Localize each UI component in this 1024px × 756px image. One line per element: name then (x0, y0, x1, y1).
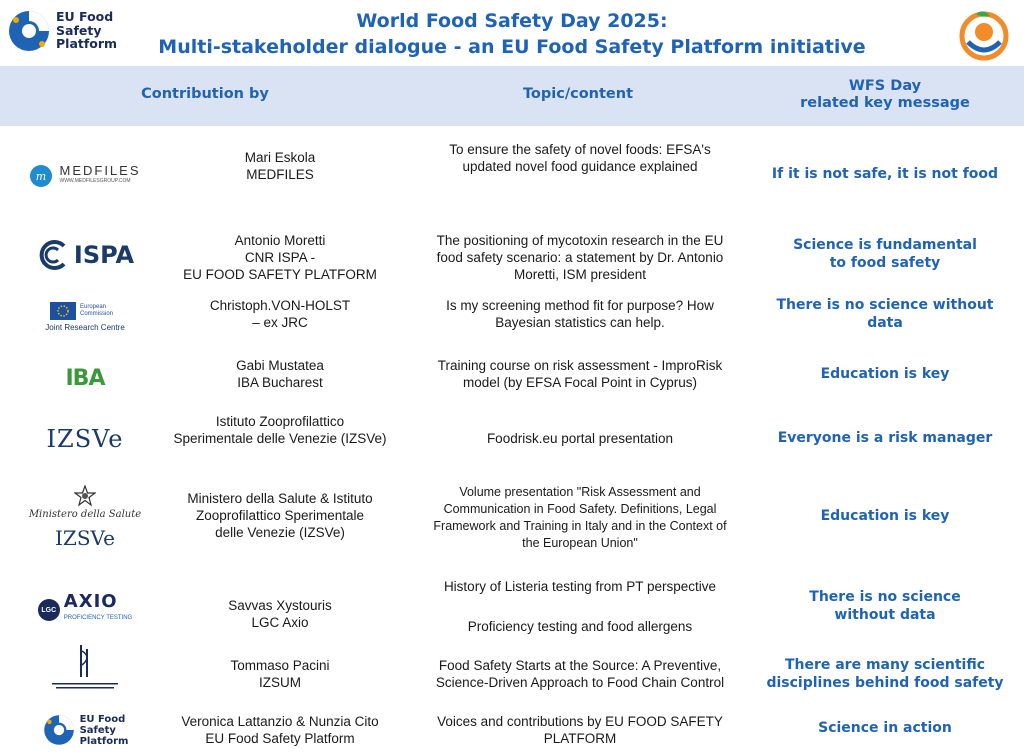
topic-line: PLATFORM (543, 731, 617, 746)
message-line: without data (834, 607, 936, 623)
column-header-topic: Topic/content (522, 86, 634, 102)
svg-text:m: m (36, 170, 47, 183)
key-message (760, 162, 1010, 186)
eufsp-logo (20, 708, 150, 752)
page-title: World Food Safety Day 2025: (356, 10, 668, 32)
topic-line: Volume presentation "Risk Assessment and (459, 485, 701, 499)
page-subtitle: Multi-stakeholder dialogue - an EU Food Safety Platform initiative (158, 36, 866, 58)
table-row (0, 468, 1024, 568)
topic-line: Science-Driven Approach to Food Chain Control (435, 675, 725, 690)
contributor-line: – ex JRC (252, 315, 308, 330)
logo-name: MEDFILES (59, 163, 141, 178)
logo-text-line: EU Food (79, 713, 126, 725)
topic-line: the European Union" (522, 536, 638, 550)
topic-line: Framework and Training in Italy and in the Context of (433, 519, 727, 533)
header-line: related key message (800, 95, 970, 111)
contributor (160, 296, 400, 332)
contributor-line: MEDFILES (246, 167, 314, 182)
contributor (160, 712, 400, 748)
message-line: If it is not safe, it is not food (771, 166, 999, 182)
contributor (160, 488, 400, 542)
column-header-contribution: Contribution by (141, 86, 269, 102)
logo-text-line: EU Food (56, 9, 114, 24)
message-line: There is no science (809, 589, 961, 605)
contributor-line: Veronica Lattanzio & Nunzia Cito (181, 714, 379, 729)
message-line: to food safety (829, 255, 941, 271)
contributor-line: Mari Eskola (244, 150, 316, 165)
message-line: There are many scientific (784, 657, 986, 673)
key-message (760, 234, 1010, 274)
topic-line: Bayesian statistics can help. (495, 315, 665, 330)
logo-text-line: Safety (56, 22, 102, 38)
table-row (0, 642, 1024, 704)
topic-line: food safety scenario: a statement by Dr. Antonio (436, 249, 724, 265)
topic (415, 428, 745, 448)
medfiles-mark-icon (29, 164, 53, 188)
topic-line: model (by EFSA Focal Point in Cyprus) (462, 375, 698, 390)
orange-hand-icon (954, 6, 1014, 62)
table-row (0, 408, 1024, 468)
message-line: Science is fundamental (793, 237, 977, 253)
contributor (160, 356, 400, 392)
contributor-line: Savvas Xystouris (228, 598, 332, 613)
logo-name: IBA (65, 365, 105, 391)
topic-line: Training course on risk assessment - ImproRisk (437, 358, 723, 373)
logo-subtext: Joint Research Centre (45, 323, 125, 332)
table-row (0, 568, 1024, 642)
logo-text-line: Platform (79, 735, 129, 747)
ministero-logo (20, 472, 150, 562)
topic-line: Voices and contributions by EU FOOD SAFETY (437, 714, 723, 729)
eu-flag-icon (50, 302, 76, 320)
message-line: Everyone is a risk manager (777, 430, 993, 446)
logo-subtext: PROFICIENCY TESTING (63, 615, 133, 621)
globe-hands-icon (42, 713, 76, 747)
key-message (760, 297, 1010, 331)
table-row (0, 704, 1024, 756)
header-line: WFS Day (848, 78, 922, 94)
contributor-line: Istituto Zooprofilattico (215, 414, 345, 429)
topic-line: History of Listeria testing from PT perspective (443, 579, 717, 594)
jrc-logo (20, 296, 150, 338)
contributor-line: LGC Axio (251, 615, 309, 630)
key-message (760, 426, 1010, 450)
topic (415, 296, 745, 332)
contributor-line: IBA Bucharest (237, 375, 323, 390)
key-message (760, 654, 1010, 694)
topic-line: Communication in Food Safety. Definitions, Legal (443, 502, 717, 516)
topic (415, 138, 745, 178)
logo-text-line: Safety (79, 724, 116, 736)
izsum-logo (20, 642, 150, 694)
key-message (760, 716, 1010, 740)
logo-url: WWW.MEDFILESGROUP.COM (59, 178, 131, 184)
topic-line: updated novel food guidance explained (462, 159, 698, 174)
ispa-logo (20, 232, 150, 278)
axio-logo (20, 590, 150, 630)
contributor (160, 412, 400, 448)
message-line: Education is key (820, 508, 950, 524)
contributor-line: Sperimentale delle Venezie (IZSVe) (173, 431, 387, 446)
contributor-line: Gabi Mustatea (236, 358, 324, 373)
topic (415, 230, 745, 284)
message-line: There is no science without data (776, 297, 994, 331)
table-row (0, 126, 1024, 226)
key-message (760, 586, 1010, 626)
table-row (0, 292, 1024, 342)
table-row (0, 342, 1024, 408)
topic-line: Food Safety Starts at the Source: A Preventive, (438, 658, 722, 673)
logo-text-line: Platform (56, 36, 118, 51)
topic-line: Proficiency testing and food allergens (467, 619, 693, 634)
logo-name: European Commission (80, 304, 114, 317)
logo-name: IZSVe (46, 425, 124, 453)
logo-name: AXIO (63, 591, 118, 612)
contributor-line: Christoph.VON-HOLST (209, 298, 351, 313)
logo-name: ISPA (73, 241, 135, 269)
topic-line: The positioning of mycotoxin research in the EU (436, 232, 724, 248)
logo-prefix: LGC (38, 599, 60, 621)
topic (415, 656, 745, 692)
contributor-line: delle Venezie (IZSVe) (215, 524, 345, 540)
table-row (0, 226, 1024, 292)
world-food-safety-day-logo (954, 6, 1014, 62)
contributor-line: EU Food Safety Platform (205, 731, 355, 746)
contributor-line: IZSUM (259, 675, 301, 690)
contributor (160, 146, 400, 186)
contributor-line: EU FOOD SAFETY PLATFORM (183, 266, 377, 282)
italian-emblem-icon (74, 485, 96, 507)
logo-name-2: IZSVe (55, 525, 115, 550)
column-header-message (770, 78, 1000, 112)
message-line: disciplines behind food safety (766, 675, 1004, 691)
topic (415, 356, 745, 392)
contributor (160, 230, 400, 284)
medfiles-logo (20, 154, 150, 198)
topic-line: Foodrisk.eu portal presentation (486, 430, 674, 446)
izsve-logo (20, 416, 150, 462)
iba-logo (20, 358, 150, 398)
logo-name: Ministero della Salute (28, 508, 142, 520)
izsum-mark-icon (50, 643, 120, 693)
message-line: Education is key (820, 366, 950, 382)
contributor (160, 656, 400, 692)
contributor-line: Antonio Moretti (234, 232, 326, 248)
contributor (160, 596, 400, 632)
topic-line: Moretti, ISM president (513, 266, 647, 282)
contributor-line: Ministero della Salute & Istituto (187, 490, 373, 506)
table-header (0, 66, 1024, 126)
topic-line: To ensure the safety of novel foods: EFSA's (449, 142, 711, 157)
ispa-mark-icon (36, 240, 70, 270)
key-message (760, 504, 1010, 528)
contributor-line: Tommaso Pacini (230, 658, 330, 673)
contributor-line: CNR ISPA - (244, 249, 316, 265)
topic (415, 482, 745, 554)
contributor-line: Zooprofilattico Sperimentale (195, 507, 365, 523)
topic (415, 712, 745, 748)
topic-line: Is my screening method fit for purpose? How (446, 298, 714, 313)
key-message (760, 362, 1010, 386)
message-line: Science in action (818, 720, 952, 736)
